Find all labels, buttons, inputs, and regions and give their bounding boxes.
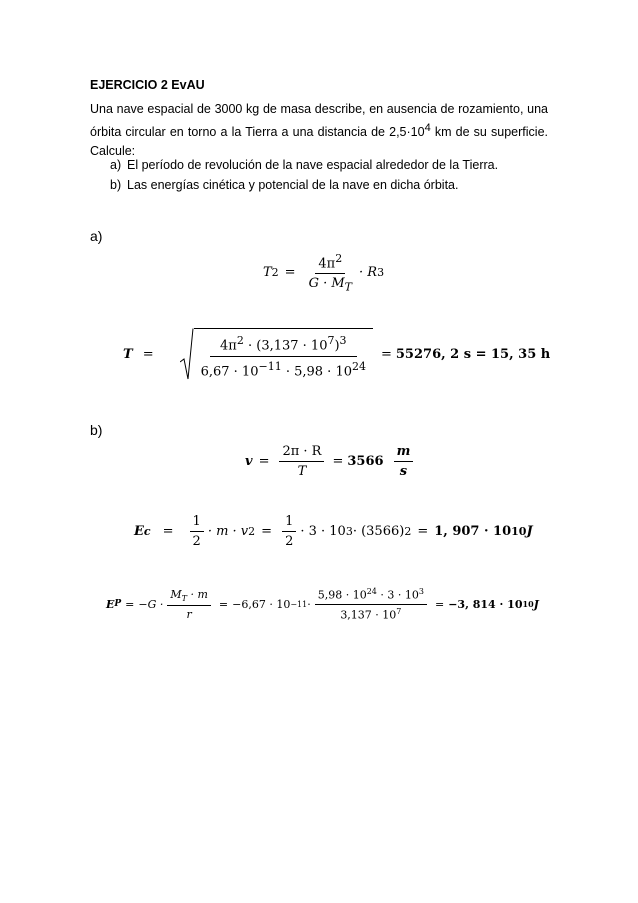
task-item-a xyxy=(110,155,498,175)
velocity-lhs: v xyxy=(245,454,253,469)
kepler-equation: T 2 = $\frac{4\pi^2}{G \cdot M_T}$ · R 3 xyxy=(263,252,385,294)
kepler-rhs-exp: 3 xyxy=(377,266,385,280)
period-den-b: · 5,98 · 10 xyxy=(281,364,352,380)
potential-g: −G · xyxy=(138,597,164,611)
radical-sign-icon xyxy=(180,328,194,380)
potential-f2-num-exp: 24 xyxy=(366,587,377,596)
potential-f1-num-b: · m xyxy=(187,587,208,601)
exercise-title: EJERCICIO 2 EvAU xyxy=(90,78,205,92)
velocity-fraction xyxy=(279,444,324,479)
potential-f1-den: r xyxy=(186,607,192,621)
velocity-den: T xyxy=(297,464,307,479)
potential-result: −3, 814 · 10 xyxy=(448,597,523,611)
potential-lhs: E xyxy=(106,597,115,611)
statement-line-3: Calcule: xyxy=(90,144,136,159)
section-b-label: b) xyxy=(90,422,103,438)
potential-energy-equation: E P = −G · $\frac{M_T \cdot m}{r}$ = −6,67 · 10 −11 · $\frac{5,98 \cdot 10^{24} \cdot 3 \cdot 10^3}{3,137 \cdot 10^7}$ = −3, 814 · 10 10 J xyxy=(106,587,539,622)
potential-f2-num-exp2: 3 xyxy=(418,587,424,596)
kinetic-energy-equation: E c = $\frac{1}{2}$ · m · v 2 = $\frac{1}{2}$ · 3 · 10 3 · (3566) 2 = 1, 907 · 10 10 J xyxy=(134,514,533,549)
potential-const-exp: −11 xyxy=(290,599,308,609)
kinetic-lhs: E xyxy=(134,524,144,539)
kepler-den-sub: T xyxy=(344,280,353,294)
kinetic-result: 1, 907 · 10 xyxy=(434,524,512,539)
kinetic-mid-1: · m · v xyxy=(207,524,249,539)
period-num-a: 4π xyxy=(220,338,237,353)
task-label-a: a) xyxy=(110,158,122,172)
period-num-c: ) xyxy=(334,338,340,353)
period-num-b: · (3,137 · 10 xyxy=(243,338,328,353)
period-result: 55276, 2 s = 15, 35 h xyxy=(395,346,551,362)
potential-lhs-sub: P xyxy=(114,599,122,610)
kepler-lhs-exp: 2 xyxy=(271,266,279,280)
period-den-a-exp: −11 xyxy=(258,360,282,373)
velocity-result: 3566 xyxy=(347,454,384,469)
velocity-unit-den: s xyxy=(399,464,408,479)
potential-fraction-1 xyxy=(167,588,211,621)
kinetic-half-1-num: 1 xyxy=(190,514,204,532)
kepler-den: G · M xyxy=(308,276,345,292)
statement-line-2-exp: 4 xyxy=(424,122,431,134)
statement-line-2-prefix: órbita circular en torno a la Tierra a una distancia de 2,5·10 xyxy=(90,125,425,140)
velocity-num: 2π · R xyxy=(279,444,324,462)
kinetic-result-unit: J xyxy=(526,524,533,539)
kinetic-half-2-num: 1 xyxy=(282,514,296,532)
task-text-a: El período de revolución de la nave espacial alrededor de la Tierra. xyxy=(127,158,499,172)
velocity-unit xyxy=(394,444,414,479)
kinetic-lhs-sub: c xyxy=(143,525,151,538)
velocity-unit-num: m xyxy=(394,444,414,462)
potential-const-b: · xyxy=(307,597,311,611)
kinetic-half-1 xyxy=(190,514,204,549)
potential-f1-num: M xyxy=(170,587,182,601)
potential-f1-num-sub: T xyxy=(181,593,187,603)
potential-f2-num-a: 5,98 · 10 xyxy=(317,588,367,602)
problem-statement xyxy=(90,100,548,161)
period-den-b-exp: 24 xyxy=(351,360,366,373)
period-num-a-exp: 2 xyxy=(236,333,244,347)
kinetic-mid-2b: · (3566) xyxy=(352,524,405,539)
kepler-fraction xyxy=(306,252,355,294)
kinetic-mid-2: · 3 · 10 xyxy=(300,524,346,539)
kinetic-half-1-den: 2 xyxy=(192,534,201,549)
statement-line-1: Una nave espacial de 3000 kg de masa describe, en ausencia de rozamiento, una xyxy=(90,102,548,116)
potential-result-exp: 10 xyxy=(522,599,534,610)
kinetic-result-exp: 10 xyxy=(511,525,527,538)
section-a-label: a) xyxy=(90,228,103,244)
statement-line-2-suffix: km de su superficie. xyxy=(430,125,548,140)
task-list xyxy=(110,155,498,195)
potential-const: −6,67 · 10 xyxy=(232,597,291,611)
kinetic-mid-2-exp: 3 xyxy=(345,525,353,538)
square-root xyxy=(180,328,373,380)
kepler-lhs: T xyxy=(263,265,272,281)
potential-f2-den-exp: 7 xyxy=(396,606,402,616)
potential-f2-den: 3,137 · 10 xyxy=(340,608,397,622)
task-label-b: b) xyxy=(110,178,122,192)
potential-result-unit: J xyxy=(533,597,539,611)
kepler-num: 4π xyxy=(318,256,336,272)
period-num-c-exp: 3 xyxy=(339,333,347,347)
statement-line-2 xyxy=(90,119,548,142)
potential-f2-num-b: · 3 · 10 xyxy=(376,588,419,602)
period-equation: T = $\frac{4\pi^2 \cdot (3,137 \cdot 10^7)^3}{6,67 \cdot 10^{-11} \cdot 5,98 \cdot 10^{24}}$ = 55276, 2 s = 15, 35 h xyxy=(123,328,550,380)
task-item-b xyxy=(110,175,498,195)
task-text-b: Las energías cinética y potencial de la nave en dicha órbita. xyxy=(127,178,459,192)
kepler-num-exp: 2 xyxy=(335,252,343,265)
kepler-rhs: · R xyxy=(359,265,378,281)
period-fraction xyxy=(198,334,369,380)
period-num-b-exp: 7 xyxy=(327,333,335,347)
kinetic-mid-1-exp: 2 xyxy=(248,525,256,538)
kinetic-mid-2b-exp: 2 xyxy=(404,525,412,538)
period-lhs: T xyxy=(123,346,133,362)
kinetic-half-2 xyxy=(282,514,296,549)
period-den-a: 6,67 · 10 xyxy=(200,364,259,380)
velocity-equation: v = $\frac{2\pi \cdot R}{T}$ = 3566 $\frac{m}{s}$ xyxy=(245,444,417,479)
potential-fraction-2 xyxy=(315,587,427,621)
kinetic-half-2-den: 2 xyxy=(285,534,294,549)
